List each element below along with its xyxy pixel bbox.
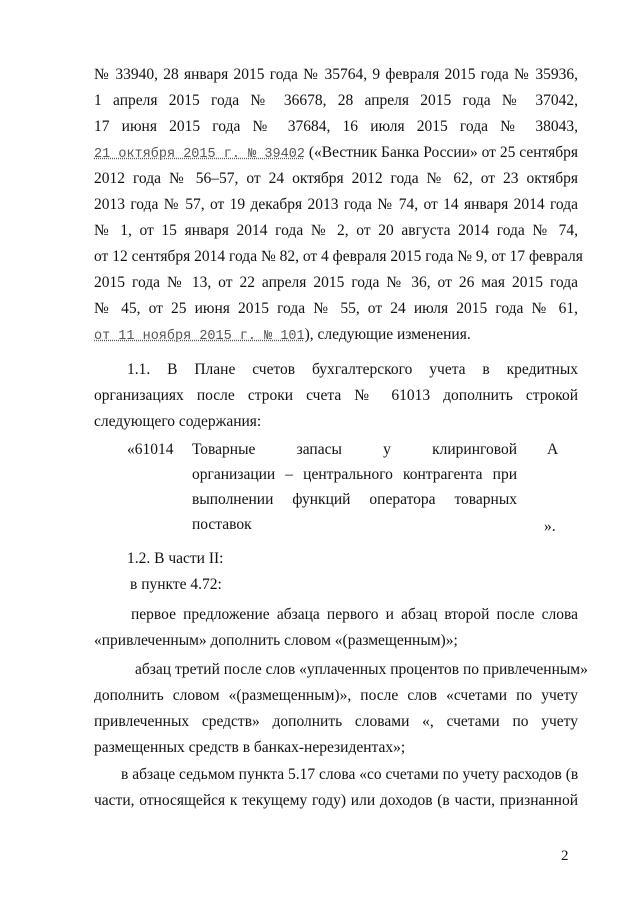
text-fragment: («Вестник Банка России» от 25 сентября — [304, 144, 578, 161]
account-type: А — [547, 441, 559, 458]
account-name-line: организации – центрального контрагента при — [192, 466, 517, 483]
text-line: в пункте 4.72: — [130, 576, 222, 593]
text-line: «привлеченным» дополнить словом «(размещенным)»; — [94, 632, 458, 649]
text-fragment: ), следующие изменения. — [304, 326, 471, 343]
page-number: 2 — [561, 848, 569, 864]
text-line: 1.1. В Плане счетов бухгалтерского учета в кредитных — [127, 361, 578, 378]
text-line: в абзаце седьмом пункта 5.17 слова «со счетами по учету расходов (в — [121, 766, 579, 783]
text-line: 17 июня 2015 года № 37684, 16 июля 2015 года № 38043, — [94, 118, 578, 135]
text-line: дополнить словом «(размещенным)», после слов «счетами по учету — [94, 687, 578, 704]
text-line: абзац третий после слов «уплаченных процентов по привлеченным» — [135, 661, 588, 678]
closing-quote: ». — [544, 518, 556, 535]
account-name-line: выполнении функций оператора товарных — [192, 491, 517, 508]
text-line: организациях после строки счета № 61013 дополнить строкой — [94, 387, 578, 404]
text-line: 2015 года № 13, от 22 апреля 2015 года № 36, от 26 мая 2015 года — [94, 274, 578, 291]
document-reference-link[interactable]: от 11 ноября 2015 г. № 101 — [94, 329, 305, 344]
text-line — [94, 140, 578, 166]
text-line: первое предложение абзаца первого и абзац второй после слова — [131, 606, 578, 623]
text-line: части, относящейся к текущему году) или доходов (в части, признанной — [94, 792, 578, 809]
text-line — [94, 322, 471, 348]
account-name-line: поставок — [192, 516, 252, 533]
text-line: 2013 года № 57, от 19 декабря 2013 года № 74, от 14 января 2014 года — [94, 196, 578, 213]
section-heading: 1.2. В части II: — [127, 550, 224, 567]
account-name-line: Товарные запасы у клиринговой — [192, 441, 517, 458]
text-line: 1 апреля 2015 года № 36678, 28 апреля 2015 года № 37042, — [94, 92, 578, 109]
document-reference-link[interactable]: 21 октября 2015 г. № 39402 — [94, 147, 305, 162]
text-line: от 12 сентября 2014 года № 82, от 4 февраля 2015 года № 9, от 17 февраля — [94, 248, 583, 265]
text-line: привлеченных средств» дополнить словами «, счетами по учету — [94, 713, 578, 730]
text-line: размещенных средств в банках-нерезидентах»; — [94, 739, 406, 756]
account-number: «61014 — [127, 441, 174, 458]
text-line: № 1, от 15 января 2014 года № 2, от 20 августа 2014 года № 74, — [94, 222, 578, 239]
text-line: № 45, от 25 июня 2015 года № 55, от 24 июля 2015 года № 61, — [94, 300, 578, 317]
text-line: 2012 года № 56–57, от 24 октября 2012 года № 62, от 23 октября — [94, 170, 578, 187]
text-line: следующего содержания: — [94, 413, 262, 430]
text-line: № 33940, 28 января 2015 года № 35764, 9 февраля 2015 года № 35936, — [94, 66, 578, 83]
